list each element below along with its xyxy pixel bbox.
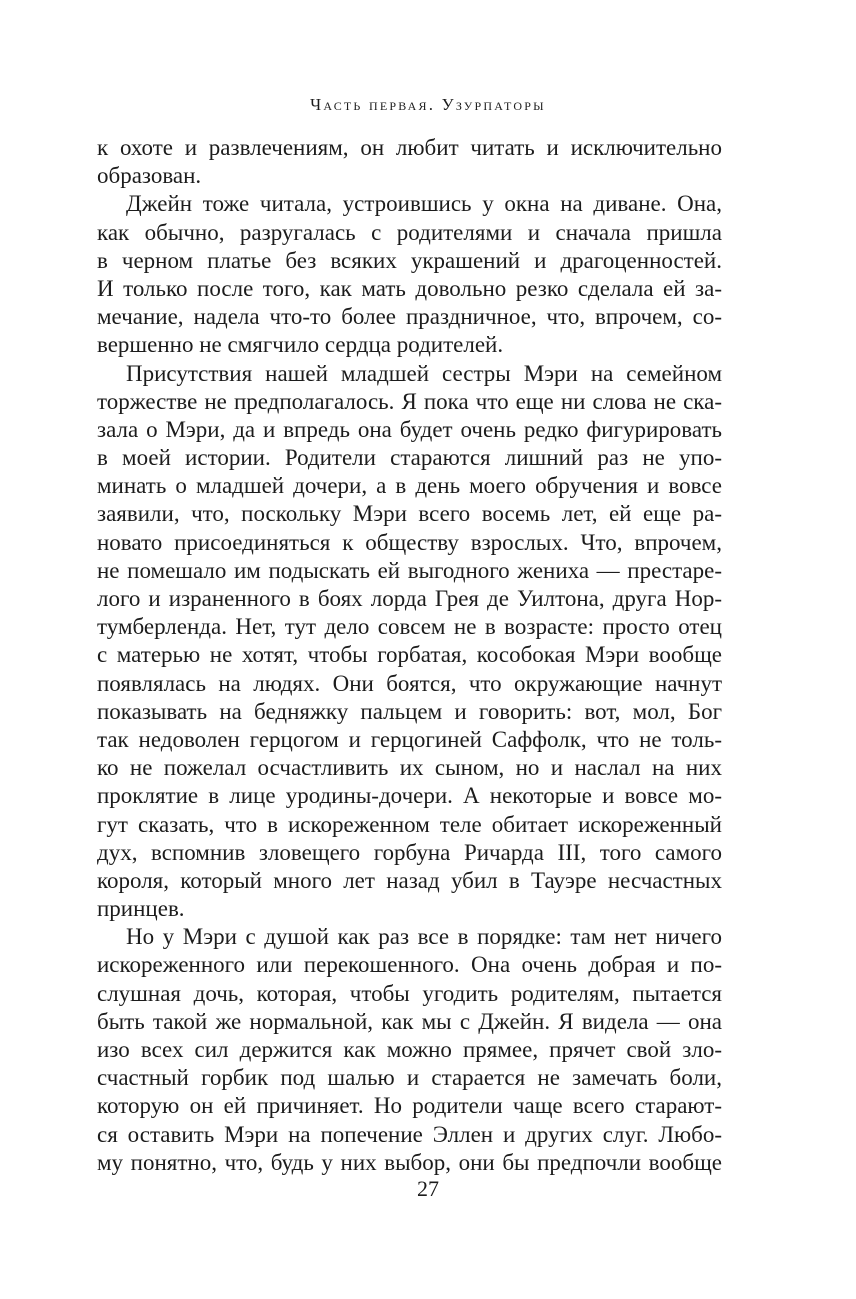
text-line: короля, который много лет назад убил в Тауэре несчастных <box>97 867 722 893</box>
text-line: лого и израненного в боях лорда Грея де Уилтона, друга Нор- <box>97 586 722 611</box>
text-line: с матерью не хотят, чтобы горбатая, кособокая Мэри вообще <box>97 642 722 668</box>
text-line: искореженного или перекошенного. Она очень добрая и по- <box>97 952 722 978</box>
text-line: в моей истории. Родители стараются лишний раз не упо- <box>97 445 722 471</box>
body-text <box>97 134 722 1177</box>
text-line: в черном платье без всяких украшений и драгоценностей. <box>97 247 722 273</box>
text-line: тумберленда. Нет, тут дело совсем не в возрасте: просто отец <box>97 614 722 640</box>
text-line: гут сказать, что в искореженном теле обитает искореженный <box>97 811 722 837</box>
text-line: не помешало им подыскать ей выгодного жениха — престаре- <box>97 557 722 583</box>
text-line: быть такой же нормальной, как мы с Джейн. Я видела — она <box>97 1008 722 1034</box>
text-line: которую он ей причиняет. Но родители чаще всего старают- <box>97 1093 722 1119</box>
text-line: счастный горбик под шалью и старается не замечать боли, <box>97 1065 722 1091</box>
text-line: показывать на бедняжку пальцем и говорить: вот, мол, Бог <box>97 698 722 724</box>
text-line: зала о Мэри, да и впредь она будет очень редко фигурировать <box>97 416 722 442</box>
text-line: проклятие в лице уродины-дочери. А некоторые и вовсе мо- <box>97 783 722 809</box>
text-line: как обычно, разругалась с родителями и сначала пришла <box>97 219 722 245</box>
text-line: появлялась на людях. Они боятся, что окружающие начнут <box>97 670 722 696</box>
text-line: к охоте и развлечениям, он любит читать и исключительно <box>97 135 722 160</box>
text-line: принцев. <box>97 896 185 922</box>
text-line: мечание, надела что-то более праздничное, что, впрочем, со- <box>97 304 722 330</box>
text-line: так недоволен герцогом и герцогиней Саффолк, что не толь- <box>97 726 722 752</box>
text-line: заявили, что, поскольку Мэри всего восемь лет, ей еще ра- <box>97 501 722 527</box>
text-line: слушная дочь, которая, чтобы угодить родителям, пытается <box>97 980 722 1006</box>
text-line: И только после того, как мать довольно резко сделала ей за- <box>97 275 722 301</box>
text-line: Но у Мэри с душой как раз все в порядке: там нет ничего <box>126 924 722 950</box>
text-line: минать о младшей дочери, а в день моего обручения и вовсе <box>97 473 722 499</box>
text-line: ся оставить Мэри на попечение Эллен и других слуг. Любо- <box>97 1121 722 1147</box>
text-line: образован. <box>97 163 202 189</box>
text-line: Джейн тоже читала, устроившись у окна на диване. Она, <box>126 191 722 217</box>
text-line: Присутствия нашей младшей сестры Мэри на семейном <box>126 360 722 386</box>
text-line: вершенно не смягчило сердца родителей. <box>97 332 504 358</box>
text-line: ко не пожелал осчастливить их сыном, но и наслал на них <box>97 755 722 781</box>
text-line: изо всех сил держится как можно прямее, прячет свой зло- <box>97 1037 722 1062</box>
text-line: му понятно, что, будь у них выбор, они бы предпочли вообще <box>97 1149 722 1175</box>
text-line: дух, вспомнив зловещего горбуна Ричарда III, того самого <box>97 839 722 865</box>
page-number: 27 <box>417 1176 439 1201</box>
text-line: торжестве не предполагалось. Я пока что еще ни слова не ска- <box>97 388 722 414</box>
text-line: новато присоединяться к обществу взрослых. Что, впрочем, <box>97 529 722 555</box>
running-head: Часть первая. Узурпаторы <box>310 95 546 114</box>
